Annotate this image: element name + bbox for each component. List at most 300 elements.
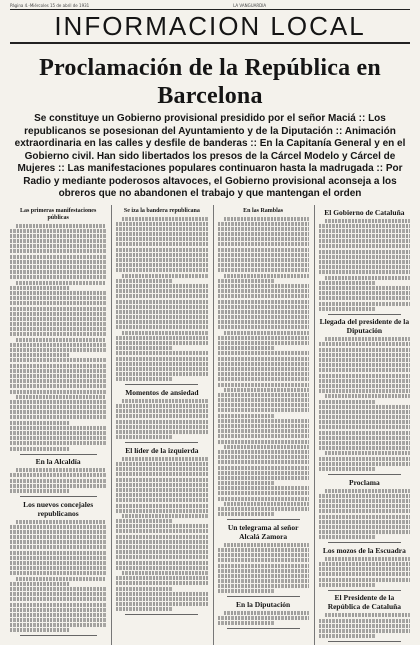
- text-line: [10, 489, 70, 493]
- section-divider: [227, 519, 300, 520]
- text-line: [218, 377, 309, 381]
- text-line: [325, 276, 410, 280]
- text-line: [218, 232, 309, 236]
- text-line: [224, 502, 309, 506]
- text-line: [10, 307, 106, 311]
- main-headline: Proclamación de la República en Barcelona: [39, 55, 381, 109]
- text-line: [218, 227, 309, 231]
- text-line: [325, 489, 410, 493]
- text-line: [10, 390, 106, 394]
- text-line: [319, 567, 410, 571]
- text-line: [10, 234, 106, 238]
- text-line: [319, 379, 410, 383]
- text-line: [116, 498, 207, 502]
- text-line: [116, 362, 207, 366]
- text-line: [116, 325, 207, 329]
- text-line: [10, 332, 106, 336]
- section-divider: [125, 384, 198, 385]
- text-line: [116, 268, 207, 272]
- text-line: [218, 584, 309, 588]
- text-line: [10, 561, 106, 565]
- text-line: [10, 608, 106, 612]
- section-divider: [227, 628, 300, 629]
- text-line: [10, 535, 106, 539]
- section-title: INFORMACION LOCAL: [54, 11, 366, 41]
- section-divider: [328, 314, 401, 315]
- text-line: [10, 618, 106, 622]
- text-line: [218, 372, 309, 376]
- text-line: [319, 431, 410, 435]
- text-line: [10, 441, 106, 445]
- text-line: [116, 420, 207, 424]
- column-heading: Los mozos de la Escuadra: [322, 545, 406, 555]
- text-line: [122, 217, 207, 221]
- masthead-rule: [10, 9, 410, 10]
- text-line: [10, 479, 106, 483]
- text-line: [116, 227, 207, 231]
- column-heading: Las primeras manifestaciones públicas: [19, 207, 97, 221]
- text-line: [10, 301, 106, 305]
- text-line: [319, 583, 376, 587]
- text-line: [319, 307, 376, 311]
- column-heading: El Presidente de la República de Cataluña: [327, 593, 402, 612]
- text-line: [319, 525, 410, 529]
- column-heading: Llegada del presidente de la Diputación: [319, 317, 410, 336]
- text-line: [218, 564, 309, 568]
- text-line: [218, 553, 309, 557]
- text-line: [10, 270, 106, 274]
- section-rule: [10, 42, 410, 44]
- text-line: [10, 597, 106, 601]
- text-line: [218, 294, 309, 298]
- text-line: [319, 515, 410, 519]
- text-line: [10, 525, 106, 529]
- text-line: [116, 509, 207, 513]
- text-line: [10, 286, 70, 290]
- text-line: [319, 634, 376, 638]
- text-line: [116, 529, 207, 533]
- text-line: [218, 419, 309, 423]
- text-line: [10, 353, 70, 357]
- text-line: [10, 551, 106, 555]
- text-line: [319, 415, 410, 419]
- text-line: [116, 357, 207, 361]
- section-divider: [20, 496, 97, 497]
- text-line: [218, 408, 309, 412]
- text-line: [319, 281, 376, 285]
- column-heading: Se iza la bandera republicana: [123, 207, 200, 214]
- text-line: [319, 562, 410, 566]
- column-heading: En las Ramblas: [243, 207, 284, 214]
- text-line: [319, 353, 410, 357]
- text-line: [116, 372, 207, 376]
- text-line: [16, 224, 106, 228]
- text-line: [116, 232, 207, 236]
- text-line: [218, 367, 309, 371]
- text-line: [319, 400, 376, 404]
- text-line: [224, 274, 309, 278]
- text-line: [10, 374, 106, 378]
- section-divider: [328, 542, 401, 543]
- text-line: [319, 420, 410, 424]
- text-line: [116, 305, 207, 309]
- text-line: [116, 607, 173, 611]
- text-line: [10, 322, 106, 326]
- text-line: [319, 436, 410, 440]
- text-line: [224, 388, 309, 392]
- text-line: [218, 289, 309, 293]
- text-line: [218, 424, 309, 428]
- section-divider: [20, 635, 97, 636]
- text-line: [116, 253, 207, 257]
- text-line: [116, 524, 207, 528]
- text-line: [116, 320, 207, 324]
- text-line: [10, 484, 106, 488]
- text-line: [116, 404, 207, 408]
- text-line: [218, 346, 275, 350]
- text-line: [10, 545, 106, 549]
- text-line: [218, 325, 309, 329]
- text-line: [218, 589, 275, 593]
- text-line: [319, 384, 410, 388]
- text-line: [325, 394, 410, 398]
- text-line: [325, 337, 410, 341]
- text-line: [10, 291, 106, 295]
- text-line: [116, 300, 207, 304]
- text-line: [116, 555, 207, 559]
- text-line: [319, 363, 410, 367]
- text-line: [218, 398, 309, 402]
- text-line: [218, 310, 309, 314]
- text-line: [319, 342, 410, 346]
- text-line: [10, 623, 106, 627]
- text-line: [218, 403, 309, 407]
- text-line: [325, 219, 410, 223]
- text-line: [116, 587, 173, 591]
- text-line: [224, 543, 309, 547]
- text-line: [116, 414, 207, 418]
- text-line: [116, 336, 207, 340]
- section-divider: [125, 442, 198, 443]
- text-line: [319, 535, 376, 539]
- article-column: [111, 205, 207, 645]
- text-line: [218, 616, 309, 620]
- text-line: [10, 348, 106, 352]
- text-line: [116, 597, 207, 601]
- text-line: [116, 367, 207, 371]
- text-line: [218, 579, 309, 583]
- text-line: [218, 362, 309, 366]
- text-line: [319, 504, 410, 508]
- text-line: [319, 520, 410, 524]
- column-heading: Momentos de ansiedad: [125, 387, 199, 397]
- text-line: [116, 279, 173, 283]
- text-line: [116, 504, 207, 508]
- text-line: [116, 602, 207, 606]
- text-line: [16, 468, 106, 472]
- text-line: [116, 346, 173, 350]
- article-column: [213, 205, 309, 645]
- text-line: [218, 471, 309, 475]
- text-line: [319, 348, 410, 352]
- text-line: [116, 430, 207, 434]
- text-line: [218, 491, 309, 495]
- text-line: [10, 556, 106, 560]
- text-line: [10, 473, 106, 477]
- text-line: [218, 305, 309, 309]
- text-line: [325, 451, 410, 455]
- text-line: [10, 592, 106, 596]
- text-line: [10, 410, 106, 414]
- text-line: [122, 399, 207, 403]
- text-line: [10, 400, 106, 404]
- text-line: [224, 445, 309, 449]
- text-line: [122, 457, 207, 461]
- text-line: [10, 613, 106, 617]
- text-line: [319, 441, 410, 445]
- text-line: [218, 268, 309, 272]
- text-line: [10, 540, 106, 544]
- text-line: [319, 578, 410, 582]
- text-line: [224, 331, 309, 335]
- masthead-line: [10, 3, 410, 8]
- text-line: [116, 545, 207, 549]
- text-line: [319, 467, 376, 471]
- text-line: [319, 368, 410, 372]
- text-line: [325, 613, 410, 617]
- text-line: [319, 260, 410, 264]
- text-line: [116, 263, 207, 267]
- text-line: [319, 462, 410, 466]
- text-line: [319, 265, 410, 269]
- text-line: [116, 284, 207, 288]
- text-line: [319, 446, 410, 450]
- text-line: [10, 364, 106, 368]
- text-line: [218, 248, 309, 252]
- text-line: [116, 472, 207, 476]
- text-line: [319, 224, 410, 228]
- text-line: [116, 535, 207, 539]
- text-line: [10, 317, 106, 321]
- text-line: [10, 255, 106, 259]
- text-line: [10, 571, 106, 575]
- text-line: [218, 466, 309, 470]
- text-line: [10, 229, 106, 233]
- text-line: [116, 561, 207, 565]
- text-line: [16, 395, 106, 399]
- text-line: [122, 571, 207, 575]
- masthead-date: Página 4.-Miércoles 15 de abril de 1931: [10, 3, 90, 8]
- text-line: [218, 558, 309, 562]
- text-line: [10, 566, 106, 570]
- text-line: [218, 393, 309, 397]
- text-line: [319, 296, 410, 300]
- text-line: [116, 315, 207, 319]
- text-line: [122, 514, 207, 518]
- text-line: [319, 405, 410, 409]
- text-line: [218, 569, 309, 573]
- article-column: [10, 205, 106, 645]
- text-line: [122, 331, 207, 335]
- text-line: [116, 540, 207, 544]
- text-line: [10, 530, 106, 534]
- text-line: [116, 222, 207, 226]
- text-line: [116, 377, 173, 381]
- text-line: [218, 320, 309, 324]
- text-line: [218, 481, 275, 485]
- text-line: [116, 488, 207, 492]
- column-heading: El Gobierno de Cataluña: [324, 207, 405, 217]
- text-line: [10, 431, 106, 435]
- text-line: [10, 275, 106, 279]
- text-line: [10, 384, 106, 388]
- section-divider: [328, 590, 401, 591]
- text-line: [116, 493, 207, 497]
- text-line: [218, 486, 309, 490]
- text-line: [116, 294, 207, 298]
- text-line: [10, 265, 106, 269]
- text-line: [10, 249, 106, 253]
- text-line: [10, 312, 106, 316]
- text-line: [10, 369, 106, 373]
- text-line: [218, 242, 309, 246]
- text-line: [319, 410, 410, 414]
- text-line: [218, 284, 309, 288]
- text-line: [319, 302, 410, 306]
- text-line: [16, 520, 106, 524]
- text-line: [319, 425, 410, 429]
- column-heading: En la Alcaldía: [35, 457, 81, 467]
- text-line: [319, 255, 410, 259]
- text-line: [10, 239, 106, 243]
- text-line: [116, 550, 207, 554]
- text-line: [218, 222, 309, 226]
- text-line: [218, 258, 309, 262]
- text-line: [218, 574, 309, 578]
- text-line: [319, 572, 410, 576]
- text-line: [218, 357, 309, 361]
- text-line: [10, 327, 106, 331]
- text-line: [16, 281, 106, 285]
- section-divider: [125, 614, 198, 615]
- text-line: [10, 260, 106, 264]
- section-divider: [328, 474, 401, 475]
- text-line: [10, 436, 106, 440]
- text-line: [116, 483, 207, 487]
- text-line: [319, 457, 410, 461]
- text-line: [218, 315, 309, 319]
- text-line: [319, 619, 410, 623]
- text-line: [116, 289, 207, 293]
- text-line: [116, 478, 207, 482]
- text-line: [218, 279, 275, 283]
- text-line: [218, 476, 309, 480]
- text-line: [10, 296, 106, 300]
- text-line: [116, 576, 207, 580]
- text-line: [116, 409, 207, 413]
- text-line: [218, 253, 309, 257]
- text-line: [319, 374, 410, 378]
- text-line: [319, 270, 410, 274]
- text-line: [116, 351, 207, 355]
- text-line: [10, 415, 106, 419]
- subheadline: Se constituye un Gobierno provisional presidido por el señor Maciá :: Los republicanos se posesionan del Ayuntamiento y de la Diputación :: Animación extraordinaria en las calles y desfile de banderas :: En la Capitanía General y en el Gobierno civil. Han sido libertados los presos de la Cárcel Modelo y Cárcel de Mujeres :: Las manifestaciones populares continuaron hasta la madrugada :: Por Radio y mediante poderosos altavoces, el Gobierno provisional aconseja a los obreros que no abandonen el trabajo y que mantengan el orden: [14, 113, 406, 199]
- text-line: [319, 494, 410, 498]
- text-line: [218, 512, 275, 516]
- text-line: [218, 237, 309, 241]
- text-line: [218, 383, 309, 387]
- text-line: [10, 447, 70, 451]
- text-line: [116, 592, 207, 596]
- text-line: [319, 291, 410, 295]
- text-line: [10, 587, 106, 591]
- text-line: [319, 629, 410, 633]
- text-line: [10, 426, 106, 430]
- text-line: [10, 582, 70, 586]
- text-line: [116, 242, 207, 246]
- text-line: [116, 237, 207, 241]
- text-line: [10, 379, 106, 383]
- column-heading: Proclama: [349, 477, 380, 487]
- text-line: [116, 462, 207, 466]
- column-heading: Los nuevos concejales republicanos: [23, 499, 94, 518]
- text-line: [10, 421, 70, 425]
- section-divider: [328, 641, 401, 642]
- text-line: [16, 338, 106, 342]
- text-line: [218, 429, 309, 433]
- column-heading: El líder de la izquierda: [125, 445, 199, 455]
- text-line: [319, 624, 410, 628]
- text-line: [218, 460, 309, 464]
- text-line: [218, 336, 309, 340]
- text-line: [10, 343, 106, 347]
- text-line: [10, 603, 106, 607]
- text-line: [116, 425, 207, 429]
- text-line: [319, 229, 410, 233]
- text-line: [319, 239, 410, 243]
- text-line: [116, 467, 207, 471]
- text-line: [122, 274, 207, 278]
- text-line: [10, 628, 70, 632]
- text-line: [224, 611, 309, 615]
- text-line: [218, 455, 309, 459]
- text-line: [224, 217, 309, 221]
- masthead-paper: LA VANGUARDIA: [233, 3, 267, 8]
- text-line: [218, 341, 309, 345]
- column-heading: En la Diputación: [236, 600, 291, 610]
- text-line: [319, 286, 410, 290]
- text-line: [325, 557, 410, 561]
- text-line: [319, 389, 410, 393]
- text-line: [116, 248, 207, 252]
- text-line: [319, 509, 410, 513]
- text-line: [218, 497, 309, 501]
- text-line: [10, 244, 106, 248]
- text-line: [218, 300, 309, 304]
- text-line: [218, 434, 309, 438]
- text-line: [16, 577, 106, 581]
- text-line: [218, 548, 309, 552]
- text-line: [218, 507, 309, 511]
- text-line: [218, 414, 275, 418]
- article-columns: [10, 205, 410, 612]
- section-divider: [227, 596, 300, 597]
- article-column: [314, 205, 410, 645]
- section-divider: [20, 454, 97, 455]
- text-line: [116, 566, 207, 570]
- text-line: [116, 341, 207, 345]
- text-line: [218, 450, 309, 454]
